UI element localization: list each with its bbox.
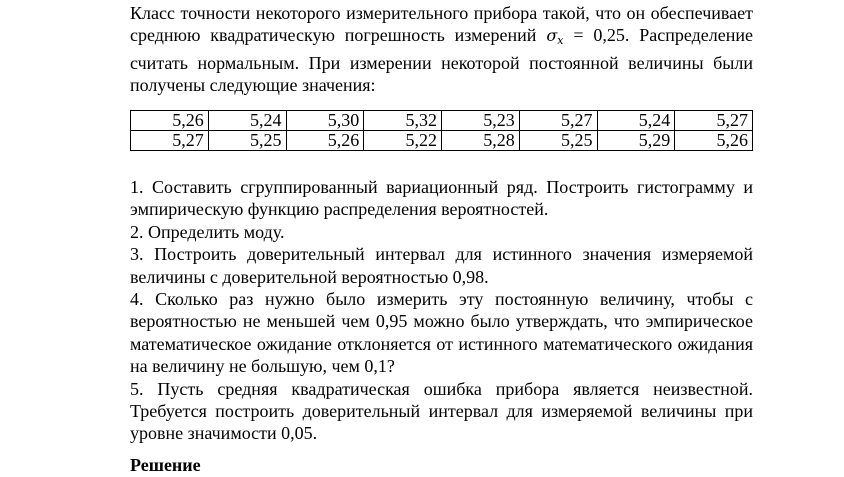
problem-statement xyxy=(130,0,753,96)
table-cell: 5,23 xyxy=(442,111,520,131)
task-item-1: 1. Составить сгруппированный вариационный ряд. Построить гистограмму и эмпирическую функцию распределения вероятностей. xyxy=(130,177,753,220)
task-item-3: 3. Построить доверительный интервал для истинного значения измеряемой величины с доверительной вероятностью 0,98. xyxy=(130,244,753,287)
table-cell: 5,22 xyxy=(364,131,442,151)
problem-document xyxy=(130,0,754,475)
statement-text: Класс точности некоторого измерительного прибора такой, что он обеспечивает среднюю квадратическую погрешность измерений xyxy=(130,3,753,45)
task-item-4: 4. Сколько раз нужно было измерить эту постоянную величину, чтобы с вероятностью не меньшей чем 0,95 можно было утверждать, что эмпирическое математическое ожидание отклоняется от истинного математического ожидания на величину не большую, чем 0,1? xyxy=(130,289,753,377)
table-row xyxy=(131,131,753,151)
table-cell: 5,25 xyxy=(519,131,597,151)
task-item-2: 2. Определить моду. xyxy=(130,221,285,242)
table-cell: 5,27 xyxy=(675,111,753,131)
table-cell: 5,26 xyxy=(131,111,209,131)
table-cell: 5,28 xyxy=(442,131,520,151)
table-cell: 5,26 xyxy=(675,131,753,151)
table-cell: 5,24 xyxy=(208,111,286,131)
statement-continuation: Распределение считать нормальным. При измерении некоторой постоянной величины были получены следующие значения: xyxy=(130,25,754,95)
measurements-table xyxy=(130,110,753,151)
table-cell: 5,30 xyxy=(286,111,364,131)
table-cell: 5,32 xyxy=(364,111,442,131)
sigma-symbol: σ xyxy=(546,26,558,45)
table-cell: 5,27 xyxy=(519,111,597,131)
sigma-subscript: x xyxy=(557,34,564,47)
table-cell: 5,25 xyxy=(208,131,286,151)
table-cell: 5,29 xyxy=(597,131,675,151)
table-cell: 5,27 xyxy=(131,131,209,151)
task-item-5: 5. Пусть средняя квадратическая ошибка прибора является неизвестной. Требуется построить доверительный интервал для измеряемой величины при уровне значимости 0,05. xyxy=(130,378,753,444)
task-list xyxy=(130,176,753,445)
table-row xyxy=(131,111,753,131)
sigma-value: = 0,25. xyxy=(563,25,630,45)
solution-heading: Решение xyxy=(130,455,201,475)
table-cell: 5,24 xyxy=(597,111,675,131)
table-cell: 5,26 xyxy=(286,131,364,151)
